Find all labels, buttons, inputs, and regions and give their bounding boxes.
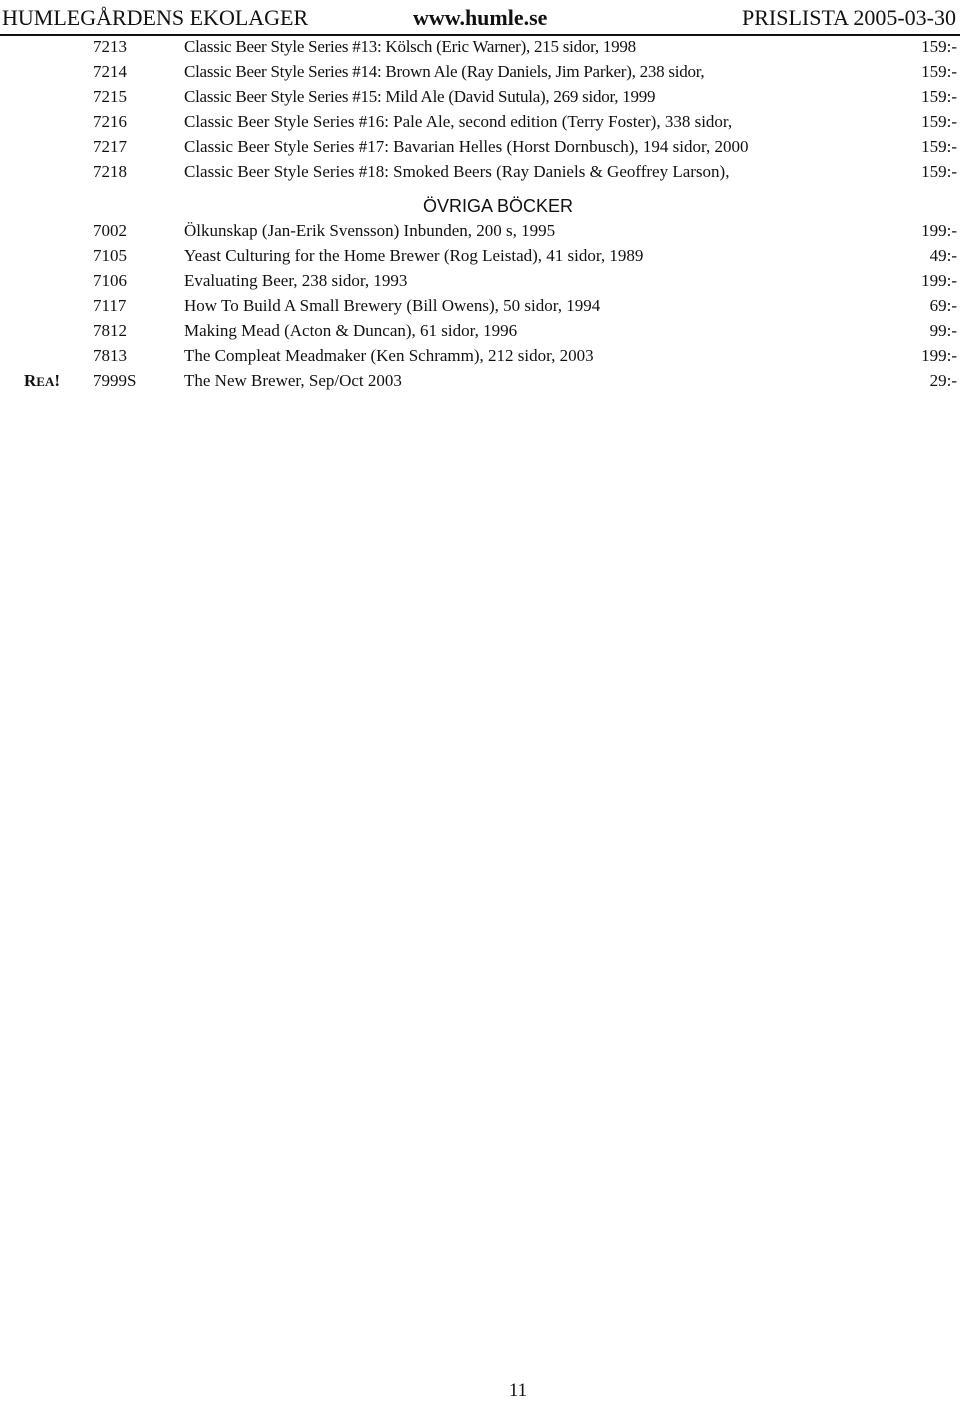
item-price: 199:-: [921, 271, 957, 290]
item-code: 7216: [93, 112, 127, 131]
item-code: 7215: [93, 87, 127, 106]
list-item: [0, 84, 960, 109]
list-item-sale: [0, 368, 960, 393]
item-title: Classic Beer Style Series #17: Bavarian Helles (Horst Dornbusch), 194 sidor, 2000: [184, 137, 749, 156]
sale-label-first: R: [24, 371, 37, 390]
item-code: 7106: [93, 271, 127, 290]
item-price: 69:-: [929, 296, 957, 315]
item-price: 159:-: [921, 62, 957, 81]
website-url: www.humle.se: [413, 5, 548, 30]
item-title: Making Mead (Acton & Duncan), 61 sidor, 1996: [184, 321, 518, 340]
item-code: 7218: [93, 162, 127, 181]
item-title: Ölkunskap (Jan-Erik Svensson) Inbunden, 200 s, 1995: [184, 221, 556, 240]
list-item: [0, 159, 960, 184]
list-item: [0, 293, 960, 318]
item-code: 7214: [93, 62, 127, 81]
item-title: Evaluating Beer, 238 sidor, 1993: [184, 271, 408, 290]
item-price: 49:-: [929, 246, 957, 265]
item-price: 199:-: [921, 221, 957, 240]
item-code: 7117: [93, 296, 127, 315]
item-code: 7213: [93, 37, 127, 56]
list-item: [0, 109, 960, 134]
item-code: 7105: [93, 246, 127, 265]
item-price: 159:-: [921, 112, 957, 131]
item-title: Classic Beer Style Series #15: Mild Ale (David Sutula), 269 sidor, 1999: [184, 87, 656, 106]
list-item: [0, 343, 960, 368]
item-price: 159:-: [921, 162, 957, 181]
item-title: Yeast Culturing for the Home Brewer (Rog Leistad), 41 sidor, 1989: [184, 246, 644, 265]
page-header: [0, 4, 960, 34]
price-list: [0, 34, 960, 393]
item-price: 159:-: [921, 37, 957, 56]
list-item: [0, 318, 960, 343]
item-code: 7813: [93, 346, 127, 365]
section-heading: ÖVRIGA BÖCKER: [422, 196, 574, 216]
sale-label-last: !: [54, 371, 61, 390]
list-item: [0, 243, 960, 268]
list-item: [0, 218, 960, 243]
list-item: [0, 268, 960, 293]
item-title: The Compleat Meadmaker (Ken Schramm), 212 sidor, 2003: [184, 346, 594, 365]
item-price: 159:-: [921, 87, 957, 106]
item-title: Classic Beer Style Series #13: Kölsch (Eric Warner), 215 sidor, 1998: [184, 37, 636, 56]
item-title: Classic Beer Style Series #16: Pale Ale, second edition (Terry Foster), 338 sidor,: [184, 112, 733, 131]
item-price: 99:-: [929, 321, 957, 340]
item-title: Classic Beer Style Series #18: Smoked Beers (Ray Daniels & Geoffrey Larson),: [184, 162, 730, 181]
list-item: [0, 59, 960, 84]
sale-label: [24, 368, 60, 394]
item-code: 7002: [93, 221, 127, 240]
item-code: 7217: [93, 137, 127, 156]
item-title: The New Brewer, Sep/Oct 2003: [184, 371, 402, 390]
company-name: HUMLEGÅRDENS EKOLAGER: [2, 5, 309, 30]
item-title: Classic Beer Style Series #14: Brown Ale (Ray Daniels, Jim Parker), 238 sidor,: [184, 62, 705, 81]
item-price: 29:-: [929, 371, 957, 390]
pricelist-date: PRISLISTA 2005-03-30: [742, 5, 956, 30]
item-price: 159:-: [921, 137, 957, 156]
item-title: How To Build A Small Brewery (Bill Owens), 50 sidor, 1994: [184, 296, 601, 315]
sale-label-middle: EA: [36, 374, 55, 389]
list-item: [0, 34, 960, 59]
item-code: 7812: [93, 321, 127, 340]
page-number: 11: [508, 1380, 528, 1401]
list-item: [0, 134, 960, 159]
item-price: 199:-: [921, 346, 957, 365]
item-code: 7999S: [93, 371, 137, 390]
